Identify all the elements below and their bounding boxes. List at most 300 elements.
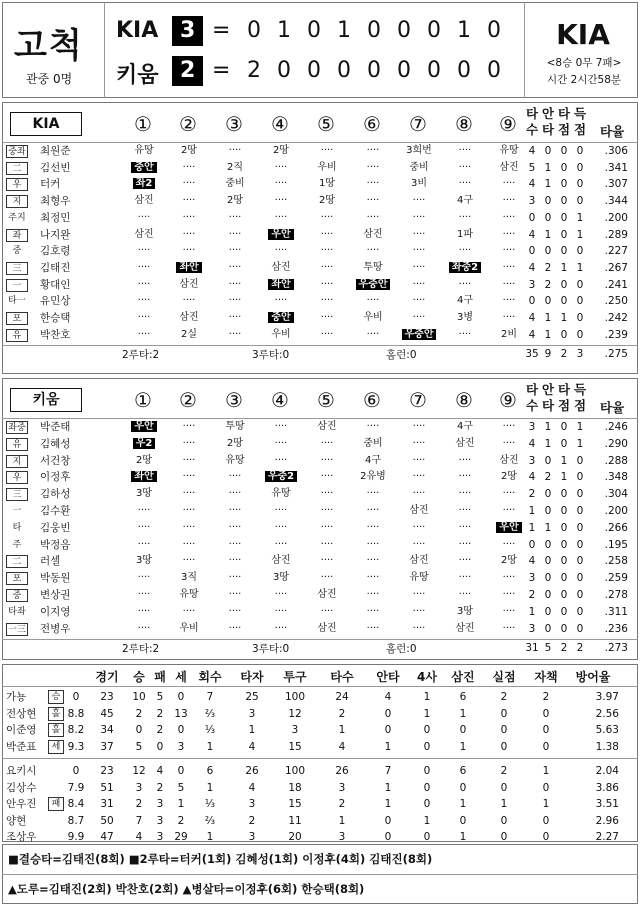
pitcher-name: 양현 — [6, 814, 27, 827]
batter-stat-r: 0 — [576, 145, 584, 157]
at-bat-result — [166, 260, 212, 276]
pitcher-value: 12 — [132, 765, 146, 777]
team-label: KIA — [10, 112, 82, 136]
batter-position: 우 — [6, 471, 28, 484]
batter-stat-r: 0 — [576, 454, 584, 467]
pitcher-name: 조상우 — [6, 831, 37, 843]
at-bat-result: 4구 — [456, 421, 474, 432]
pitcher-value: 0 — [423, 831, 431, 843]
batter-name: 박정음 — [40, 538, 71, 551]
inning-score: 0 — [427, 18, 441, 43]
pitcher-value: 3 — [177, 740, 185, 753]
pitching-header: 패 — [154, 670, 166, 684]
pitcher-value: 1 — [459, 798, 467, 810]
pitcher-value: 4 — [248, 781, 256, 794]
batter-name: 김웅빈 — [40, 521, 71, 534]
at-bat-result: ···· — [274, 178, 288, 190]
stat-header-ab-2: 수 — [525, 122, 539, 137]
at-bat-result: ···· — [366, 538, 380, 550]
pitcher-value: ⅔ — [204, 814, 216, 827]
batter-name: 이정후 — [40, 471, 71, 484]
batter-avg: .290 — [604, 437, 628, 450]
at-bat-hit: 우중안 — [402, 329, 437, 340]
stat-header-avg: 타율 — [600, 124, 625, 139]
at-bat-result: ···· — [228, 521, 242, 533]
inning-header-4-icon: ④ — [271, 112, 289, 136]
at-bat-result: ···· — [182, 471, 196, 483]
at-bat-result: ···· — [502, 228, 516, 240]
at-bat-result: ···· — [320, 245, 334, 257]
batter-stat-h: 0 — [544, 538, 552, 551]
pitcher-value: 1 — [384, 740, 392, 753]
pitcher-value: 23 — [100, 691, 114, 703]
batter-position: 三 — [6, 262, 28, 275]
pitcher-value: 0 — [177, 765, 185, 777]
at-bat-result: 투땅 — [363, 261, 383, 273]
at-bat-result: ···· — [182, 228, 196, 240]
at-bat-result: 2땅 — [135, 454, 153, 466]
pitcher-value: 26 — [335, 765, 349, 777]
stat-header-r-2: 점 — [557, 398, 571, 413]
batter-position: 三 — [6, 488, 28, 501]
batter-stat-h: 0 — [544, 572, 552, 585]
at-bat-result: ···· — [320, 295, 334, 307]
inning-score: 0 — [247, 18, 261, 43]
team-total-ab: 31 — [525, 642, 539, 655]
pitcher-value: 1 — [459, 707, 467, 720]
at-bat-result: ···· — [502, 572, 516, 584]
at-bat-result: ···· — [320, 211, 334, 223]
pitcher-value: 2 — [338, 707, 346, 720]
at-bat-result: ···· — [228, 538, 242, 550]
at-bat-result: ···· — [274, 295, 288, 307]
at-bat-result: ···· — [502, 278, 516, 290]
pitcher-value: 2.04 — [595, 765, 619, 777]
pitcher-value: 1 — [206, 781, 214, 794]
batter-name: 이지영 — [40, 605, 71, 618]
at-bat-result: 2땅 — [226, 195, 244, 207]
pitcher-name: 김상수 — [6, 781, 37, 794]
pitcher-value: 1 — [459, 831, 467, 843]
batter-stat-h: 0 — [544, 605, 552, 618]
pitcher-name: 안우진 — [6, 798, 37, 810]
at-bat-result: ···· — [458, 178, 472, 190]
batter-stat-r: 0 — [576, 161, 584, 174]
at-bat-result: ···· — [274, 505, 288, 516]
batter-avg: .259 — [604, 572, 628, 585]
at-bat-result: ···· — [458, 245, 472, 257]
at-bat-result: ···· — [458, 454, 472, 466]
pitching-header: 경기 — [95, 670, 119, 684]
batter-avg: .200 — [604, 505, 628, 517]
at-bat-result: ···· — [274, 521, 288, 533]
batter-position: 우 — [6, 178, 28, 191]
inning-header-3-icon: ③ — [225, 112, 243, 136]
at-bat-result: ···· — [412, 421, 426, 432]
at-bat-result: ···· — [366, 421, 380, 432]
pitcher-value: 1 — [338, 724, 346, 736]
pitcher-value: 3.97 — [595, 691, 619, 703]
at-bat-result: 삼진 — [317, 589, 337, 600]
pitcher-value: 1 — [206, 740, 214, 753]
batter-stat-rbi: 0 — [560, 195, 568, 208]
at-bat-result: ···· — [502, 195, 516, 207]
batter-position: 좌중 — [6, 421, 28, 434]
pitching-header: 승 — [133, 670, 145, 684]
pitcher-value: 1 — [459, 740, 467, 753]
attendance: 관중 0명 — [26, 72, 73, 86]
inning-score: 1 — [277, 18, 291, 43]
pitcher-value: 0 — [384, 831, 392, 843]
batter-stat-ab: 1 — [528, 521, 536, 534]
batter-name: 김수환 — [40, 505, 71, 517]
inning-score: 0 — [367, 18, 381, 43]
inning-score: 0 — [307, 58, 321, 83]
at-bat-result — [258, 469, 304, 485]
inning-score: 0 — [367, 58, 381, 83]
at-bat-result: ···· — [137, 295, 151, 307]
at-bat-result — [121, 469, 167, 485]
at-bat-result: ···· — [137, 589, 151, 600]
pitcher-value: 0 — [459, 724, 467, 736]
pitcher-inning-entered: 9.3 — [67, 740, 85, 753]
pitcher-value: 7 — [206, 691, 214, 703]
at-bat-result: ···· — [274, 622, 288, 634]
at-bat-result: ···· — [502, 421, 516, 432]
at-bat-result: ···· — [412, 488, 426, 500]
pitcher-value: 0 — [500, 781, 508, 794]
batter-stat-ab: 0 — [528, 245, 536, 258]
inning-header-7-icon: ⑦ — [409, 388, 427, 412]
at-bat-hit: 좌안 — [268, 279, 293, 290]
batter-stat-r: 0 — [576, 555, 584, 568]
batter-avg: .258 — [604, 555, 628, 568]
pitcher-value: 1 — [384, 781, 392, 794]
at-bat-result: ···· — [366, 521, 380, 533]
at-bat-result: ···· — [182, 161, 196, 173]
at-bat-result — [121, 160, 167, 176]
batter-name: 박찬호 — [40, 328, 71, 341]
batter-stat-ab: 4 — [528, 555, 536, 568]
at-bat-result: ···· — [182, 538, 196, 550]
batter-name: 서건창 — [40, 454, 71, 467]
batter-avg: .344 — [604, 195, 628, 208]
at-bat-result: 삼진 — [409, 555, 429, 567]
at-bat-result: ···· — [182, 505, 196, 516]
at-bat-result: 3비 — [410, 178, 428, 190]
pitcher-value: 11 — [288, 814, 302, 827]
pitcher-value: 0 — [500, 831, 508, 843]
pitcher-value: 15 — [288, 798, 302, 810]
at-bat-hit: 중안 — [268, 312, 293, 323]
pitcher-value: 29 — [174, 831, 188, 843]
at-bat-result: ···· — [320, 471, 334, 483]
inning-header-4-icon: ④ — [271, 388, 289, 412]
pitcher-decision: 승 — [48, 690, 64, 704]
batter-stat-rbi: 1 — [560, 454, 568, 467]
batter-position: 二 — [6, 162, 28, 175]
pitcher-inning-entered: 7.9 — [67, 781, 85, 794]
at-bat-result: ···· — [137, 572, 151, 584]
at-bat-result: ···· — [458, 328, 472, 340]
stat-header-ab: 타 — [525, 106, 539, 121]
pitcher-name: 박준표 — [6, 740, 37, 753]
pitching-header: 실점 — [492, 670, 516, 684]
pitcher-decision: 패 — [48, 797, 64, 811]
at-bat-result: 유땅 — [179, 589, 199, 600]
at-bat-result: ···· — [320, 328, 334, 340]
at-bat-result: 3땅 — [456, 605, 474, 617]
batter-stat-r: 1 — [576, 437, 584, 450]
pitcher-value: ⅔ — [204, 707, 216, 720]
batter-stat-h: 2 — [544, 278, 552, 291]
at-bat-result: ···· — [320, 605, 334, 617]
at-bat-result: ···· — [320, 228, 334, 240]
at-bat-result: ···· — [228, 261, 242, 273]
batter-position: 주지 — [8, 212, 26, 223]
pitcher-value: 1 — [177, 798, 185, 810]
at-bat-result: ···· — [228, 145, 242, 156]
pitcher-value: 3 — [338, 831, 346, 843]
pitcher-value: 0 — [542, 707, 550, 720]
batter-stat-r: 1 — [576, 421, 584, 433]
batter-stat-ab: 3 — [528, 572, 536, 585]
pitcher-value: 0 — [72, 765, 80, 777]
stat-header-avg: 타율 — [600, 400, 625, 415]
stat-header-runs-2: 점 — [573, 398, 587, 413]
batter-stat-h: 0 — [544, 488, 552, 501]
stat-header-runs: 득 — [573, 382, 587, 397]
at-bat-result: ···· — [458, 572, 472, 584]
at-bat-hit: 좌안 — [176, 262, 201, 273]
batter-stat-h: 0 — [544, 505, 552, 517]
batter-avg: .348 — [604, 471, 628, 484]
at-bat-result: ···· — [137, 622, 151, 634]
at-bat-result: ···· — [137, 328, 151, 340]
at-bat-result: ···· — [366, 488, 380, 500]
notes-line-1: ■결승타=김태진(8회) ■2루타=터커(1회) 김혜성(1회) 이정후(4회) 김태진(8회) — [8, 852, 433, 866]
pitching-header: 4사 — [417, 670, 437, 684]
at-bat-result: ···· — [458, 278, 472, 290]
pitcher-value: 12 — [288, 707, 302, 720]
pitcher-value: 1 — [248, 724, 256, 736]
at-bat-result: ···· — [458, 555, 472, 567]
pitcher-value: 7 — [384, 765, 392, 777]
batter-stat-ab: 4 — [528, 178, 536, 191]
footer-triples: 3루타:0 — [252, 349, 290, 362]
at-bat-result — [258, 277, 304, 293]
at-bat-result: ···· — [274, 195, 288, 207]
batter-stat-ab: 4 — [528, 471, 536, 484]
inning-header-8-icon: ⑧ — [455, 388, 473, 412]
pitcher-value: 5 — [135, 740, 143, 753]
batter-stat-ab: 2 — [528, 589, 536, 601]
batter-avg: .250 — [604, 295, 628, 308]
at-bat-result: ···· — [458, 589, 472, 600]
pitcher-value: 0 — [423, 798, 431, 810]
at-bat-result — [258, 310, 304, 326]
batter-stat-ab: 3 — [528, 195, 536, 208]
batter-stat-ab: 0 — [528, 211, 536, 224]
batter-name: 러셀 — [40, 555, 61, 568]
batter-stat-rbi: 0 — [560, 211, 568, 224]
batter-name: 터커 — [40, 178, 61, 191]
inning-header-2-icon: ② — [179, 388, 197, 412]
batter-stat-ab: 5 — [528, 161, 536, 174]
at-bat-result: ···· — [502, 245, 516, 257]
pitcher-value: 31 — [100, 798, 114, 810]
pitching-header: 방어율 — [575, 670, 611, 684]
at-bat-result: ···· — [366, 328, 380, 340]
team-total-h: 9 — [544, 348, 552, 361]
team-total-r: 2 — [576, 642, 584, 655]
at-bat-result: 삼진 — [179, 312, 199, 323]
at-bat-result: ···· — [182, 245, 196, 257]
at-bat-result: ···· — [366, 589, 380, 600]
batter-stat-rbi: 0 — [560, 622, 568, 635]
inning-score: 1 — [457, 18, 471, 43]
batter-name: 박준태 — [40, 421, 71, 433]
at-bat-result: ···· — [412, 437, 426, 449]
inning-score: 1 — [337, 18, 351, 43]
at-bat-result: ···· — [502, 295, 516, 307]
pitcher-inning-entered: 8.2 — [67, 724, 85, 736]
at-bat-result: ···· — [137, 521, 151, 533]
at-bat-result: 삼진 — [409, 505, 429, 516]
batter-stat-h: 0 — [544, 245, 552, 258]
batter-stat-r: 0 — [576, 312, 584, 324]
at-bat-hit: 우안 — [496, 522, 521, 533]
at-bat-result: 4구 — [456, 195, 474, 207]
at-bat-result: ···· — [182, 437, 196, 449]
pitcher-value: 45 — [100, 707, 114, 720]
inning-header-3-icon: ③ — [225, 388, 243, 412]
at-bat-result: 2유병 — [360, 471, 386, 483]
at-bat-result: 중비 — [409, 161, 429, 173]
team-total-avg: .273 — [604, 642, 628, 655]
pitcher-value: 2 — [156, 781, 164, 794]
inning-header-5-icon: ⑤ — [317, 388, 335, 412]
pitcher-inning-entered: 8.7 — [67, 814, 85, 827]
at-bat-result: ···· — [274, 245, 288, 257]
at-bat-result: ···· — [274, 538, 288, 550]
at-bat-result: 투땅 — [225, 421, 245, 432]
at-bat-hit: 우안 — [131, 421, 156, 432]
at-bat-result: ···· — [502, 437, 516, 449]
at-bat-result: 2땅 — [500, 471, 518, 483]
pitcher-value: 0 — [384, 814, 392, 827]
pitcher-value: 3.51 — [595, 798, 619, 810]
at-bat-result: 1땅 — [318, 178, 336, 190]
stat-header-r: 타 — [557, 106, 571, 121]
pitcher-value: 4 — [156, 765, 164, 777]
batter-position: 타좌 — [8, 606, 26, 617]
at-bat-result: ···· — [228, 245, 242, 257]
pitcher-value: 1 — [423, 707, 431, 720]
pitcher-decision: 홀 — [48, 723, 64, 737]
score-team-name: 키움 — [116, 63, 159, 88]
pitcher-value: 4 — [384, 691, 392, 703]
at-bat-hit: 우중2 — [265, 471, 297, 482]
batter-stat-h: 0 — [544, 211, 552, 224]
batter-position: 지 — [6, 195, 28, 208]
batter-stat-ab: 4 — [528, 145, 536, 157]
stat-header-h: 안 — [541, 106, 555, 121]
batter-stat-rbi: 0 — [560, 295, 568, 308]
at-bat-result: ···· — [228, 555, 242, 567]
at-bat-result: ···· — [458, 488, 472, 500]
pitcher-value: 3 — [248, 798, 256, 810]
pitcher-value: 0 — [542, 831, 550, 843]
batter-name: 김혜성 — [40, 437, 71, 450]
inning-header-9-icon: ⑨ — [499, 112, 517, 136]
pitcher-value: 10 — [132, 691, 146, 703]
inning-score: 0 — [397, 18, 411, 43]
team-total-score: 2 — [172, 56, 203, 86]
notes-line-2: ▲도루=김태진(2회) 박찬호(2회) ▲병살타=이정후(6회) 한승택(8회) — [8, 882, 365, 896]
at-bat-result: ···· — [274, 605, 288, 617]
at-bat-result: ···· — [366, 145, 380, 156]
batter-stat-rbi: 0 — [560, 589, 568, 601]
at-bat-result: ···· — [502, 538, 516, 550]
batter-stat-rbi: 0 — [560, 538, 568, 551]
pitching-header: 세 — [175, 670, 187, 684]
batter-name: 최형우 — [40, 195, 71, 208]
team-total-r: 3 — [576, 348, 584, 361]
batter-avg: .195 — [604, 538, 628, 551]
batter-stat-r: 0 — [576, 488, 584, 501]
at-bat-result: ···· — [412, 211, 426, 223]
winner-record: <8승 0무 7패> — [546, 57, 622, 69]
at-bat-result: 3직 — [180, 572, 198, 584]
at-bat-result: ···· — [320, 555, 334, 567]
at-bat-result: ···· — [412, 195, 426, 207]
at-bat-result: 중비 — [225, 178, 245, 190]
pitcher-value: 24 — [335, 691, 349, 703]
pitcher-value: 3 — [291, 724, 299, 736]
pitcher-value: 0 — [423, 765, 431, 777]
footer-doubles: 2루타:2 — [122, 349, 160, 362]
batter-stat-r: 0 — [576, 328, 584, 341]
at-bat-result: 삼진 — [317, 421, 337, 432]
game-duration: 시간 2시간58분 — [546, 74, 622, 86]
at-bat-result: 중비 — [363, 437, 383, 449]
inning-score: 0 — [337, 58, 351, 83]
batter-stat-h: 1 — [544, 328, 552, 341]
at-bat-result: ···· — [182, 211, 196, 223]
batter-stat-r: 0 — [576, 622, 584, 635]
batter-position: 유 — [6, 438, 28, 451]
team-total-h: 5 — [544, 642, 552, 655]
batter-stat-rbi: 0 — [560, 505, 568, 517]
at-bat-result: ···· — [320, 454, 334, 466]
batter-stat-h: 1 — [544, 161, 552, 174]
batter-name: 김태진 — [40, 261, 71, 274]
batter-avg: .311 — [604, 605, 628, 618]
pitcher-value: 2.56 — [595, 707, 619, 720]
score-team-name: KIA — [116, 18, 159, 43]
batter-position: 타一 — [8, 296, 26, 307]
at-bat-result — [258, 227, 304, 243]
batter-stat-rbi: 0 — [560, 228, 568, 241]
at-bat-result: 삼진 — [499, 161, 519, 173]
at-bat-result: ···· — [228, 471, 242, 483]
pitcher-value: 1 — [384, 798, 392, 810]
at-bat-result: ···· — [366, 605, 380, 617]
at-bat-result: ···· — [228, 278, 242, 290]
pitcher-value: 3 — [338, 781, 346, 794]
at-bat-result: 2직 — [226, 161, 244, 173]
